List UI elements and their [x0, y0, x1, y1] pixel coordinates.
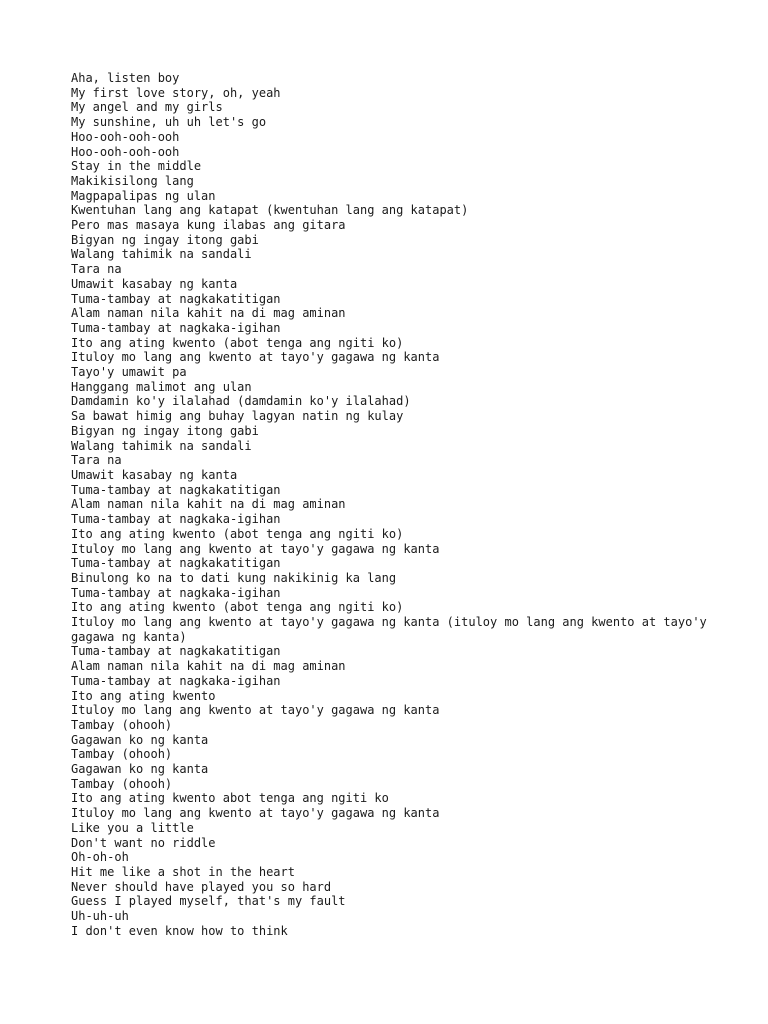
lyric-line: Like you a little: [71, 820, 194, 835]
lyric-line: Ituloy mo lang ang kwento at tayo'y gagawa ng kanta: [71, 806, 440, 821]
lyric-line: Tuma-tambay at nagkakatitigan: [71, 482, 281, 497]
lyric-line: Stay in the middle: [71, 159, 202, 174]
lyric-line: Bigyan ng ingay itong gabi: [71, 232, 259, 247]
lyric-line: Never should have played you so hard: [71, 879, 332, 894]
lyric-line: Tuma-tambay at nagkakatitigan: [71, 644, 281, 659]
lyric-line: Uh-uh-uh: [71, 909, 129, 924]
lyric-line: Alam naman nila kahit na di mag aminan: [71, 659, 346, 674]
lyric-line: Walang tahimik na sandali: [71, 247, 252, 262]
lyric-line: Gagawan ko ng kanta: [71, 732, 209, 747]
lyric-line: Gagawan ko ng kanta: [71, 762, 209, 777]
lyric-line: Binulong ko na to dati kung nakikinig ka lang: [71, 570, 397, 585]
lyric-line: Kwentuhan lang ang katapat (kwentuhan lang ang katapat): [71, 203, 469, 218]
lyric-line: Tuma-tambay at nagkakatitigan: [71, 556, 281, 571]
lyric-line: Ito ang ating kwento: [71, 688, 216, 703]
lyric-line: Ituloy mo lang ang kwento at tayo'y gagawa ng kanta: [71, 541, 440, 556]
lyric-line: Ituloy mo lang ang kwento at tayo'y gagawa ng kanta: [71, 350, 440, 365]
lyric-line: Makikisilong lang: [71, 173, 194, 188]
lyric-line: Alam naman nila kahit na di mag aminan: [71, 306, 346, 321]
lyric-line: Sa bawat himig ang buhay lagyan natin ng kulay: [71, 409, 404, 424]
lyric-line: Hanggang malimot ang ulan: [71, 379, 252, 394]
lyric-line: Tuma-tambay at nagkaka-igihan: [71, 673, 281, 688]
lyrics-document: [71, 71, 731, 938]
lyric-line: My angel and my girls: [71, 100, 223, 115]
lyric-line: Walang tahimik na sandali: [71, 438, 252, 453]
lyric-line: Guess I played myself, that's my fault: [71, 894, 346, 909]
lyric-line: Tuma-tambay at nagkaka-igihan: [71, 585, 281, 600]
lyric-line: Pero mas masaya kung ilabas ang gitara: [71, 218, 346, 233]
lyric-line: Hoo-ooh-ooh-ooh: [71, 144, 180, 159]
lyric-line: Alam naman nila kahit na di mag aminan: [71, 497, 346, 512]
lyric-line: Tara na: [71, 453, 122, 468]
lyric-line: Tuma-tambay at nagkaka-igihan: [71, 320, 281, 335]
lyric-line: My first love story, oh, yeah: [71, 85, 281, 100]
lyric-line: Ito ang ating kwento abot tenga ang ngiti ko: [71, 791, 389, 806]
lyric-line: Ito ang ating kwento (abot tenga ang ngiti ko): [71, 600, 404, 615]
lyric-line: Tuma-tambay at nagkaka-igihan: [71, 512, 281, 527]
lyric-line: My sunshine, uh uh let's go: [71, 115, 267, 130]
lyric-line: Ituloy mo lang ang kwento at tayo'y gagawa ng kanta: [71, 703, 440, 718]
lyric-line: Umawit kasabay ng kanta: [71, 467, 238, 482]
lyric-line: Ituloy mo lang ang kwento at tayo'y gagawa ng kanta (ituloy mo lang ang kwento at tayo'y gagawa ng kanta): [71, 615, 714, 644]
lyric-line: Ito ang ating kwento (abot tenga ang ngiti ko): [71, 526, 404, 541]
lyric-line: Magpapalipas ng ulan: [71, 188, 216, 203]
lyric-line: Tuma-tambay at nagkakatitigan: [71, 291, 281, 306]
lyric-line: Bigyan ng ingay itong gabi: [71, 423, 259, 438]
lyric-line: I don't even know how to think: [71, 923, 288, 938]
lyric-line: Damdamin ko'y ilalahad (damdamin ko'y ilalahad): [71, 394, 411, 409]
lyric-line: Tambay (ohooh): [71, 776, 173, 791]
lyric-line: Tambay (ohooh): [71, 747, 173, 762]
lyric-line: Aha, listen boy: [71, 71, 180, 85]
lyric-line: Tara na: [71, 262, 122, 277]
lyric-line: Hit me like a shot in the heart: [71, 864, 295, 879]
lyric-line: Umawit kasabay ng kanta: [71, 276, 238, 291]
lyric-line: Don't want no riddle: [71, 835, 216, 850]
lyric-line: Ito ang ating kwento (abot tenga ang ngiti ko): [71, 335, 404, 350]
lyric-line: Tayo'y umawit pa: [71, 365, 187, 380]
lyric-line: Hoo-ooh-ooh-ooh: [71, 129, 180, 144]
lyric-line: Tambay (ohooh): [71, 717, 173, 732]
lyric-line: Oh-oh-oh: [71, 850, 129, 865]
